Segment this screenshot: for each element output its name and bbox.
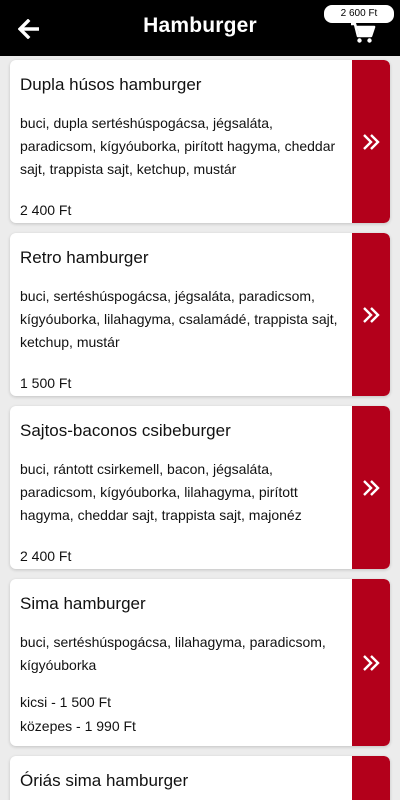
product-list: [10, 60, 390, 800]
product-card[interactable]: [10, 579, 390, 746]
product-card[interactable]: [10, 756, 390, 800]
product-price-small: kicsi - 1 500 Ft: [20, 694, 112, 710]
product-price: 2 400 Ft: [20, 548, 72, 564]
open-product-button[interactable]: [352, 756, 390, 800]
product-price: 1 500 Ft: [20, 375, 72, 391]
product-price: 2 400 Ft: [20, 202, 72, 218]
product-card[interactable]: [10, 233, 390, 396]
product-name: Sima hamburger: [20, 594, 146, 613]
open-product-button[interactable]: [352, 406, 390, 569]
product-name: Sajtos-baconos csibeburger: [20, 421, 231, 440]
cart-button[interactable]: [350, 22, 376, 44]
double-chevron-right-icon: [362, 306, 380, 324]
product-name: Óriás sima hamburger: [20, 771, 189, 790]
product-card[interactable]: [10, 60, 390, 223]
page-title: Hamburger: [143, 14, 257, 37]
product-description: buci, dupla sertéshúspogácsa, jégsaláta, paradicsom, kígyóuborka, pirított hagyma, cheddar sajt, trappista sajt, ketchup, mustár: [20, 115, 336, 177]
open-product-button[interactable]: [352, 60, 390, 223]
product-price-medium: közepes - 1 990 Ft: [20, 718, 136, 734]
product-description: buci, rántott csirkemell, bacon, jégsaláta, paradicsom, kígyóuborka, lilahagyma, pirított hagyma, cheddar sajt, trappista sajt, majonéz: [20, 461, 302, 523]
top-bar: [0, 0, 400, 56]
cart-total-badge[interactable]: 2 600 Ft: [324, 5, 394, 23]
product-name: Dupla húsos hamburger: [20, 75, 202, 94]
product-name: Retro hamburger: [20, 248, 149, 267]
open-product-button[interactable]: [352, 579, 390, 746]
product-card[interactable]: [10, 406, 390, 569]
double-chevron-right-icon: [362, 133, 380, 151]
shopping-cart-icon: [350, 22, 376, 44]
product-description: buci, sertéshúspogácsa, jégsaláta, paradicsom, kígyóuborka, lilahagyma, csalamádé, trappista sajt, ketchup, mustár: [20, 288, 338, 350]
product-description: buci, sertéshúspogácsa, lilahagyma, paradicsom, kígyóuborka: [20, 634, 326, 673]
open-product-button[interactable]: [352, 233, 390, 396]
double-chevron-right-icon: [362, 654, 380, 672]
double-chevron-right-icon: [362, 479, 380, 497]
